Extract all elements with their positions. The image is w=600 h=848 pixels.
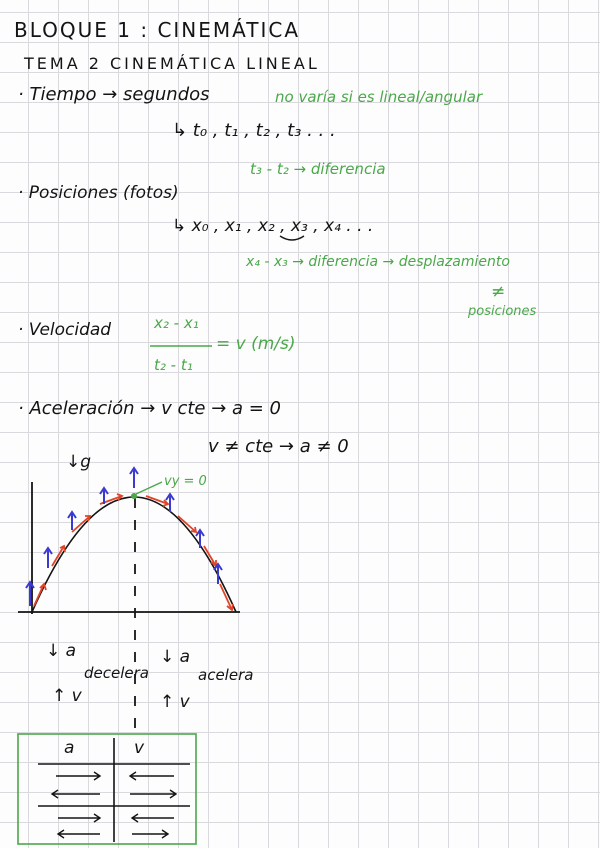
acceleration-line2: v ≠ cte → a ≠ 0 (208, 436, 349, 457)
blue-arrow (68, 512, 76, 530)
velocity-label: · Velocidad (18, 320, 112, 340)
velocity-result: = v (m/s) (216, 334, 296, 354)
acelera-label: acelera (198, 666, 254, 684)
blue-arrow (130, 468, 138, 488)
decelera-label: decelera (84, 664, 149, 682)
table-header-a: a (64, 738, 75, 758)
blue-vertical-arrows (26, 468, 222, 606)
right-a-label: ↓ a (160, 647, 191, 667)
table-arrow-right (130, 790, 176, 798)
trajectory-parabola (32, 497, 236, 612)
table-arrow-left (130, 772, 174, 780)
time-label: · Tiempo → segundos (18, 84, 210, 105)
table-arrow-left (58, 830, 100, 838)
underline-brace (280, 236, 304, 240)
time-note: no varía si es lineal/angular (275, 88, 483, 106)
page-title: BLOQUE 1 : CINEMÁTICA (14, 18, 301, 42)
positions-sequence: ↳ x₀ , x₁ , x₂ , x₃ , x₄ . . . (172, 216, 374, 236)
vy-zero-label: vy = 0 (164, 474, 207, 489)
velocity-numerator: x₂ - x₁ (154, 314, 199, 332)
blue-arrow (196, 530, 204, 548)
not-equal-sign: ≠ (491, 282, 506, 302)
red-arrow (52, 546, 64, 566)
red-arrow (34, 584, 44, 606)
positions-difference: x₄ - x₃ → diferencia → desplazamiento (246, 254, 510, 270)
velocity-denominator: t₂ - t₁ (154, 356, 193, 374)
table-arrow-right (58, 814, 100, 822)
table-header-v: v (134, 738, 145, 758)
red-arrow (72, 516, 90, 532)
positions-word: posiciones (468, 304, 537, 319)
time-sequence: ↳ t₀ , t₁ , t₂ , t₃ . . . (172, 120, 336, 141)
left-v-label: ↑ v (52, 686, 82, 706)
positions-label: · Posiciones (fotos) (18, 183, 179, 203)
table-arrow-right (56, 772, 100, 780)
blue-arrow (44, 548, 52, 568)
left-a-label: ↓ a (46, 641, 77, 661)
table-arrow-right (132, 830, 168, 838)
time-difference: t₃ - t₂ → diferencia (250, 160, 386, 178)
table-frame (18, 734, 196, 844)
gravity-label: ↓g (66, 452, 92, 472)
table-arrow-left (52, 790, 100, 798)
red-arrow (204, 546, 216, 566)
table-arrow-left (132, 814, 174, 822)
page-subtitle: TEMA 2 CINEMÁTICA LINEAL (24, 54, 320, 73)
red-arrow (178, 516, 196, 532)
red-arrow (220, 584, 232, 610)
right-v-label: ↑ v (160, 692, 190, 712)
acceleration-label: · Aceleración → v cte → a = 0 (18, 398, 282, 419)
apex-pointer (136, 482, 162, 494)
